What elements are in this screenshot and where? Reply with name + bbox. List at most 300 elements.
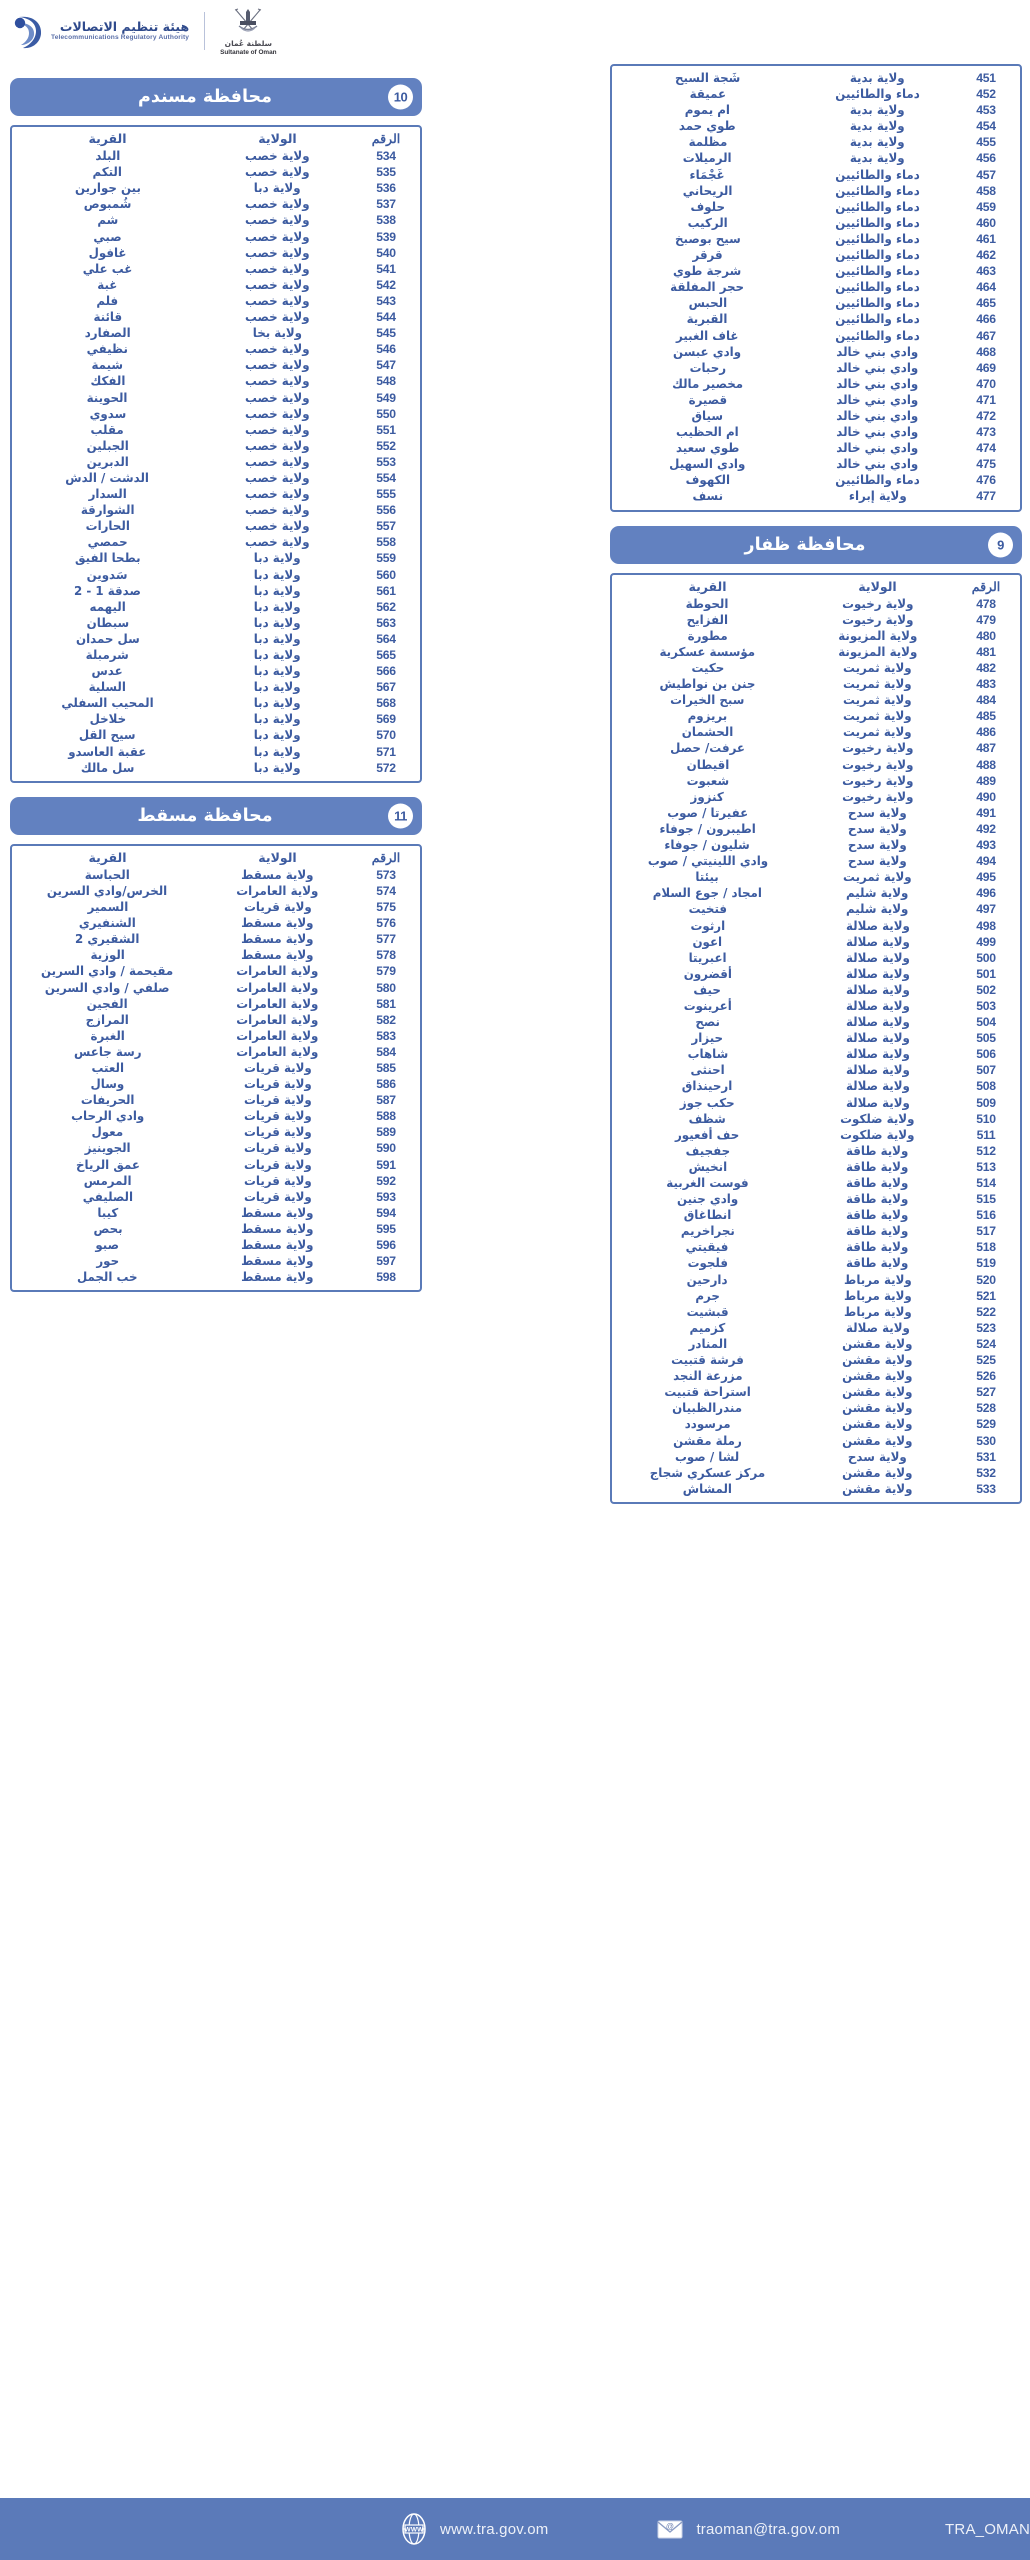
- cell-wilayat: ولاية طاقة: [846, 1159, 909, 1174]
- table-row: [20, 454, 412, 470]
- cell-wilayat: ولاية دبا: [254, 551, 301, 566]
- cell-wilayat: ولاية مقشن: [842, 1336, 913, 1351]
- cell-number: 476: [976, 473, 996, 488]
- table-row: [20, 599, 412, 615]
- cell-wilayat: ولاية المزيونة: [837, 628, 918, 643]
- table-row: [620, 376, 1012, 392]
- cell-wilayat: ولاية العامرات: [236, 996, 319, 1011]
- cell-village: طوي حمد: [679, 119, 736, 134]
- table-row: [620, 1175, 1012, 1191]
- header-logos: [10, 6, 277, 56]
- cell-number: 590: [376, 1141, 396, 1156]
- cell-wilayat: ولاية صلالة: [845, 1320, 910, 1335]
- footer-social-handle[interactable]: [945, 2521, 1030, 2538]
- cell-wilayat: ولاية خصب: [245, 438, 310, 453]
- cell-village: ارحينذاق: [682, 1079, 733, 1094]
- table-row: [20, 325, 412, 341]
- table-row: [20, 534, 412, 550]
- table-row: [620, 1433, 1012, 1449]
- cell-wilayat: ولاية مقشن: [842, 1433, 913, 1448]
- cell-number: 594: [376, 1205, 396, 1220]
- cell-wilayat: ولاية مرباط: [843, 1288, 912, 1303]
- table-row: [620, 934, 1012, 950]
- cell-wilayat: ولاية دبا: [254, 631, 301, 646]
- cell-wilayat: ولاية مسقط: [241, 948, 314, 963]
- table-row: [620, 805, 1012, 821]
- table-row: [620, 279, 1012, 295]
- cell-village: البلد: [95, 149, 120, 164]
- cell-number: 513: [976, 1159, 996, 1174]
- table-musandam: [10, 125, 422, 783]
- cell-number: 510: [976, 1111, 996, 1126]
- cell-village: احنثى: [690, 1063, 725, 1078]
- tra-name-arabic: هيئة تنظيم الاتصالات: [59, 18, 190, 34]
- cell-wilayat: ولاية العامرات: [236, 1028, 319, 1043]
- cell-wilayat: دماء والطائيين: [835, 296, 920, 311]
- tra-logo: [10, 12, 189, 50]
- page-header: [0, 0, 1030, 62]
- cell-number: 452: [976, 87, 996, 102]
- table-row: [20, 980, 412, 996]
- table-sharqiyah-continued: [610, 64, 1022, 512]
- table-row: [620, 1191, 1012, 1207]
- table-row: [20, 148, 412, 164]
- oman-national-emblem-icon: [229, 6, 267, 38]
- cell-wilayat: دماء والطائيين: [835, 199, 920, 214]
- cell-wilayat: ولاية العامرات: [236, 1012, 319, 1027]
- cell-number: 520: [976, 1272, 996, 1287]
- cell-number: 505: [976, 1031, 996, 1046]
- table-row: [620, 167, 1012, 183]
- cell-number: 470: [976, 376, 996, 391]
- col-header-wilayat: الولاية: [258, 849, 297, 865]
- cell-wilayat: ولاية صلالة: [845, 1063, 910, 1078]
- table-row: [620, 1062, 1012, 1078]
- cell-number: 567: [376, 680, 396, 695]
- table-row: [20, 631, 412, 647]
- table-row: [620, 1223, 1012, 1239]
- table-row: [620, 1352, 1012, 1368]
- cell-wilayat: ولاية سدح: [848, 1449, 907, 1464]
- table-row: [620, 311, 1012, 327]
- cell-wilayat: ولاية دبا: [254, 583, 301, 598]
- oman-name-arabic: سلطنة عُمان: [224, 39, 273, 48]
- cell-wilayat: ولاية مسقط: [241, 1238, 314, 1252]
- table-head: [20, 131, 412, 148]
- table-row: [620, 199, 1012, 215]
- svg-text:WWW: WWW: [404, 2526, 424, 2534]
- cell-number: 451: [976, 71, 996, 85]
- table-row: [20, 229, 412, 245]
- cell-village: بحص: [92, 1221, 123, 1236]
- cell-wilayat: دماء والطائيين: [835, 167, 920, 182]
- envelope-icon: [653, 2512, 687, 2546]
- cell-number: 526: [976, 1369, 996, 1384]
- cell-wilayat: ولاية صلالة: [845, 1031, 910, 1046]
- cell-village: وادي اللينيتي / صوب: [647, 854, 768, 869]
- cell-number: 593: [376, 1189, 396, 1204]
- cell-wilayat: ولاية قريات: [243, 1060, 312, 1075]
- cell-wilayat: ولاية رخيوت: [841, 757, 914, 772]
- col-header-number: الرقم: [371, 850, 401, 865]
- col-header-number: الرقم: [371, 132, 401, 146]
- cell-wilayat: ولاية مرباط: [843, 1304, 912, 1319]
- cell-village: نظيفي: [86, 342, 129, 357]
- table-row: [620, 1046, 1012, 1062]
- cell-village: مرسودد: [684, 1417, 731, 1432]
- cell-wilayat: ولاية طاقة: [846, 1192, 909, 1207]
- table-row: [20, 502, 412, 518]
- table-row: [20, 518, 412, 534]
- cell-number: 471: [976, 392, 996, 407]
- cell-village: مزرعة النجد: [672, 1369, 743, 1384]
- table-row: [20, 196, 412, 212]
- cell-village: سدوي: [89, 406, 126, 421]
- page-footer: [0, 2498, 1030, 2560]
- cell-wilayat: ولاية بخا: [252, 326, 303, 341]
- table-row: [20, 1140, 412, 1156]
- cell-village: عميقة: [689, 87, 726, 102]
- table-row: [620, 488, 1012, 504]
- cell-wilayat: ولاية ضلكوت: [840, 1111, 915, 1126]
- cell-wilayat: ولاية صلالة: [845, 918, 910, 933]
- cell-number: 516: [976, 1208, 996, 1223]
- cell-wilayat: ولاية مسقط: [241, 1270, 314, 1285]
- cell-wilayat: ولاية ثمريت: [843, 661, 912, 675]
- cell-village: السدار: [88, 487, 127, 502]
- table-row: [20, 212, 412, 228]
- table-row: [20, 1124, 412, 1140]
- tra-swirl-icon: [10, 12, 44, 50]
- cell-wilayat: ولاية صلالة: [845, 950, 910, 965]
- cell-wilayat: ولاية شليم: [846, 902, 909, 917]
- cell-number: 528: [976, 1401, 996, 1416]
- table-row: [620, 692, 1012, 708]
- cell-wilayat: ولاية طاقة: [846, 1143, 909, 1158]
- cell-number: 543: [376, 293, 396, 308]
- cell-village: سبح الخيرات: [670, 693, 745, 708]
- cell-wilayat: ولاية رخيوت: [841, 612, 914, 627]
- cell-village: عرفت/ حصل: [670, 741, 745, 756]
- table-row: [620, 1159, 1012, 1175]
- table-row: [620, 708, 1012, 724]
- cell-wilayat: ولاية العامرات: [236, 964, 319, 979]
- table-row: [620, 150, 1012, 166]
- cell-village: سل حمدان: [75, 631, 140, 646]
- cell-number: 585: [376, 1060, 396, 1075]
- table-row: [620, 837, 1012, 853]
- right-column: [610, 64, 1022, 1518]
- cell-number: 578: [376, 948, 396, 963]
- cell-village: نسف: [692, 489, 723, 504]
- cell-number: 553: [376, 454, 396, 469]
- cell-village: حور: [96, 1254, 119, 1269]
- cell-wilayat: ولاية خصب: [245, 519, 310, 534]
- cell-number: 464: [976, 280, 996, 295]
- cell-village: وادي جنين: [676, 1192, 739, 1207]
- cell-village: شرجة طوي: [673, 264, 742, 279]
- cell-number: 529: [976, 1417, 996, 1432]
- table-row: [620, 789, 1012, 805]
- cell-number: 483: [976, 677, 996, 692]
- cell-village: حكب جوز: [680, 1095, 735, 1110]
- cell-wilayat: ولاية قريات: [243, 1157, 312, 1172]
- table-row: [20, 647, 412, 663]
- cell-village: انخيش: [688, 1159, 727, 1174]
- table-row: [20, 1012, 412, 1028]
- cell-village: خلاخل: [89, 712, 126, 727]
- cell-wilayat: ولاية ضلكوت: [840, 1127, 915, 1142]
- table-row: [20, 1221, 412, 1237]
- cell-village: دارحين: [687, 1272, 728, 1287]
- cell-village: شليون / جوفاء: [664, 838, 751, 853]
- cell-village: السلية: [88, 680, 127, 695]
- cell-number: 563: [376, 615, 396, 630]
- section-header-muscat: [10, 797, 422, 835]
- cell-number: 494: [976, 854, 996, 869]
- table-row: [620, 1400, 1012, 1416]
- cell-number: 519: [976, 1256, 996, 1271]
- cell-village: جرم: [695, 1288, 720, 1303]
- table-row: [20, 1253, 412, 1269]
- directory-table: [620, 579, 1012, 1497]
- cell-village: مقلب: [90, 422, 125, 437]
- section-badge: 10: [388, 85, 413, 110]
- cell-village: فيقيتي: [686, 1240, 729, 1255]
- table-row: [20, 341, 412, 357]
- cell-number: 572: [376, 760, 396, 775]
- cell-number: 503: [976, 998, 996, 1013]
- cell-wilayat: ولاية مقشن: [842, 1369, 913, 1384]
- cell-village: شرمبلة: [85, 648, 130, 662]
- table-row: [20, 744, 412, 760]
- cell-number: 461: [976, 231, 996, 246]
- cell-village: المحيب السفلي: [61, 696, 154, 711]
- cell-village: فوست الغربية: [666, 1176, 749, 1190]
- table-row: [620, 1255, 1012, 1271]
- cell-number: 565: [376, 648, 396, 662]
- cell-number: 521: [976, 1288, 996, 1303]
- table-row: [620, 134, 1012, 150]
- table-row: [620, 853, 1012, 869]
- cell-wilayat: ولاية قريات: [243, 900, 312, 915]
- cell-number: 568: [376, 696, 396, 711]
- table-row: [620, 885, 1012, 901]
- table-row: [620, 1239, 1012, 1255]
- cell-number: 517: [976, 1224, 996, 1239]
- table-row: [20, 899, 412, 915]
- table-row: [20, 583, 412, 599]
- cell-village: قبشيت: [686, 1304, 729, 1319]
- cell-village: فرشة قتبيت: [671, 1353, 744, 1368]
- table-row: [20, 180, 412, 196]
- cell-wilayat: وادي بني خالد: [836, 425, 919, 440]
- cell-village: بطحا الفيق: [74, 551, 141, 566]
- cell-wilayat: ولاية دبا: [254, 181, 301, 196]
- cell-number: 533: [976, 1481, 996, 1496]
- cell-wilayat: ولاية صلالة: [845, 1047, 910, 1062]
- table-row: [20, 550, 412, 566]
- cell-number: 454: [976, 119, 996, 134]
- cell-number: 472: [976, 408, 996, 423]
- cell-number: 480: [976, 628, 996, 643]
- cell-number: 538: [376, 213, 396, 228]
- tra-name-english: Telecommunications Regulatory Authority: [51, 34, 190, 42]
- cell-number: 564: [376, 631, 396, 646]
- cell-wilayat: ولاية قريات: [243, 1109, 312, 1124]
- cell-number: 455: [976, 135, 996, 150]
- cell-wilayat: ولاية بدية: [850, 103, 905, 118]
- cell-wilayat: ولاية خصب: [245, 390, 310, 405]
- cell-number: 557: [376, 519, 396, 534]
- cell-number: 489: [976, 773, 996, 788]
- cell-wilayat: ولاية دبا: [254, 599, 301, 614]
- cell-village: كيبا: [97, 1205, 118, 1220]
- cell-wilayat: ولاية خصب: [245, 342, 310, 357]
- table-row: [620, 660, 1012, 676]
- cell-wilayat: ولاية بدية: [850, 119, 905, 134]
- table-row: [20, 309, 412, 325]
- cell-village: المنادر: [688, 1336, 727, 1351]
- table-row: [620, 1481, 1012, 1497]
- cell-village: عمق الرياخ: [75, 1157, 140, 1172]
- cell-wilayat: ولاية خصب: [245, 422, 310, 437]
- cell-number: 583: [376, 1028, 396, 1043]
- cell-village: جفجيف: [685, 1143, 730, 1158]
- cell-number: 552: [376, 438, 396, 453]
- cell-wilayat: ولاية صلالة: [845, 1015, 910, 1030]
- table-row: [620, 328, 1012, 344]
- cell-number: 559: [376, 551, 396, 566]
- cell-village: الريحاني: [682, 183, 733, 198]
- cell-village: رحبات: [689, 360, 726, 375]
- cell-number: 588: [376, 1109, 396, 1124]
- tbody-muscat: [20, 867, 412, 1285]
- table-row: [20, 293, 412, 309]
- cell-village: نصح: [695, 1015, 720, 1030]
- cell-number: 581: [376, 996, 396, 1011]
- section-title: محافظة مسندم: [138, 87, 272, 107]
- cell-number: 465: [976, 296, 996, 311]
- cell-village: حيف: [693, 982, 722, 997]
- table-row: [20, 915, 412, 931]
- cell-wilayat: ولاية خصب: [245, 229, 310, 244]
- cell-wilayat: وادي بني خالد: [836, 457, 919, 472]
- table-row: [620, 612, 1012, 628]
- cell-number: 584: [376, 1044, 396, 1059]
- cell-wilayat: ولاية مسقط: [241, 1254, 314, 1269]
- table-row: [20, 406, 412, 422]
- footer-email[interactable]: [653, 2512, 840, 2546]
- table-row: [620, 1336, 1012, 1352]
- cell-village: الركيب: [687, 215, 728, 230]
- table-dhofar: [610, 573, 1022, 1504]
- cell-wilayat: ولاية دبا: [254, 760, 301, 775]
- cell-number: 479: [976, 612, 996, 627]
- cell-wilayat: ولاية بدية: [850, 151, 905, 166]
- cell-number: 515: [976, 1192, 996, 1207]
- cell-village: المرمس: [83, 1173, 132, 1188]
- table-row: [620, 183, 1012, 199]
- oman-name-english: Sultanate of Oman: [220, 49, 277, 56]
- cell-village: سل مالك: [80, 760, 135, 775]
- cell-village: معول: [91, 1125, 124, 1140]
- cell-village: اعبريتا: [688, 950, 727, 965]
- cell-village: غَجْمَاء: [689, 167, 726, 182]
- cell-number: 536: [376, 181, 396, 196]
- cell-village: حمصي: [87, 535, 128, 550]
- cell-number: 575: [376, 900, 396, 915]
- cell-village: سَدوين: [87, 567, 128, 582]
- table-muscat: [10, 844, 422, 1293]
- cell-wilayat: ولاية مرباط: [843, 1272, 912, 1287]
- cell-village: شم: [97, 213, 118, 228]
- table-row: [620, 724, 1012, 740]
- cell-village: قائنة: [93, 310, 122, 325]
- cell-wilayat: ولاية مسقط: [241, 1205, 314, 1220]
- table-row: [20, 931, 412, 947]
- cell-wilayat: ولاية العامرات: [236, 980, 319, 995]
- cell-number: 545: [376, 326, 396, 341]
- cell-village: عدس: [91, 664, 124, 679]
- col-header-wilayat: الولاية: [858, 578, 897, 594]
- cell-village: الكهوف: [685, 473, 730, 488]
- table-row: [20, 1108, 412, 1124]
- cell-village: الخرس/وادي السرين: [47, 883, 168, 898]
- cell-village: المرازج: [85, 1012, 130, 1027]
- cell-number: 499: [976, 934, 996, 949]
- cell-village: شَجة السيح: [674, 71, 741, 85]
- cell-number: 534: [376, 149, 396, 164]
- cell-village: غبة: [97, 277, 118, 292]
- cell-wilayat: ولاية صلالة: [845, 966, 910, 981]
- cell-number: 589: [376, 1125, 396, 1140]
- cell-wilayat: دماء والطائيين: [835, 215, 920, 230]
- table-row: [20, 1076, 412, 1092]
- cell-wilayat: ولاية طاقة: [846, 1256, 909, 1271]
- table-row: [20, 1157, 412, 1173]
- cell-village: فتخيت: [688, 902, 727, 917]
- table-row: [620, 1449, 1012, 1465]
- cell-village: التكم: [92, 165, 123, 180]
- cell-number: 500: [976, 950, 996, 965]
- cell-village: مظلمة: [688, 135, 727, 150]
- cell-wilayat: ولاية صلالة: [845, 1079, 910, 1094]
- cell-wilayat: وادي بني خالد: [836, 376, 919, 391]
- cell-village: الجبلين: [86, 438, 129, 453]
- cell-wilayat: ولاية مقشن: [842, 1465, 913, 1480]
- cell-wilayat: ولاية سدح: [848, 821, 907, 836]
- cell-number: 525: [976, 1353, 996, 1368]
- table-row: [620, 360, 1012, 376]
- cell-wilayat: ولاية خصب: [245, 406, 310, 421]
- cell-village: العتب: [91, 1060, 124, 1075]
- cell-wilayat: ولاية صلالة: [845, 998, 910, 1013]
- cell-village: الصفارد: [84, 326, 131, 341]
- cell-wilayat: ولاية قريات: [243, 1189, 312, 1204]
- cell-village: نجراخريم: [680, 1224, 735, 1239]
- cell-wilayat: دماء والطائيين: [835, 312, 920, 327]
- cell-wilayat: دماء والطائيين: [835, 87, 920, 102]
- cell-wilayat: ولاية العامرات: [236, 1044, 319, 1059]
- footer-website[interactable]: [397, 2512, 548, 2546]
- table-row: [620, 408, 1012, 424]
- cell-village: فلم: [96, 293, 119, 308]
- cell-number: 562: [376, 599, 396, 614]
- cell-number: 591: [376, 1157, 396, 1172]
- cell-village: ارثوت: [690, 918, 725, 933]
- cell-wilayat: ولاية خصب: [245, 470, 310, 485]
